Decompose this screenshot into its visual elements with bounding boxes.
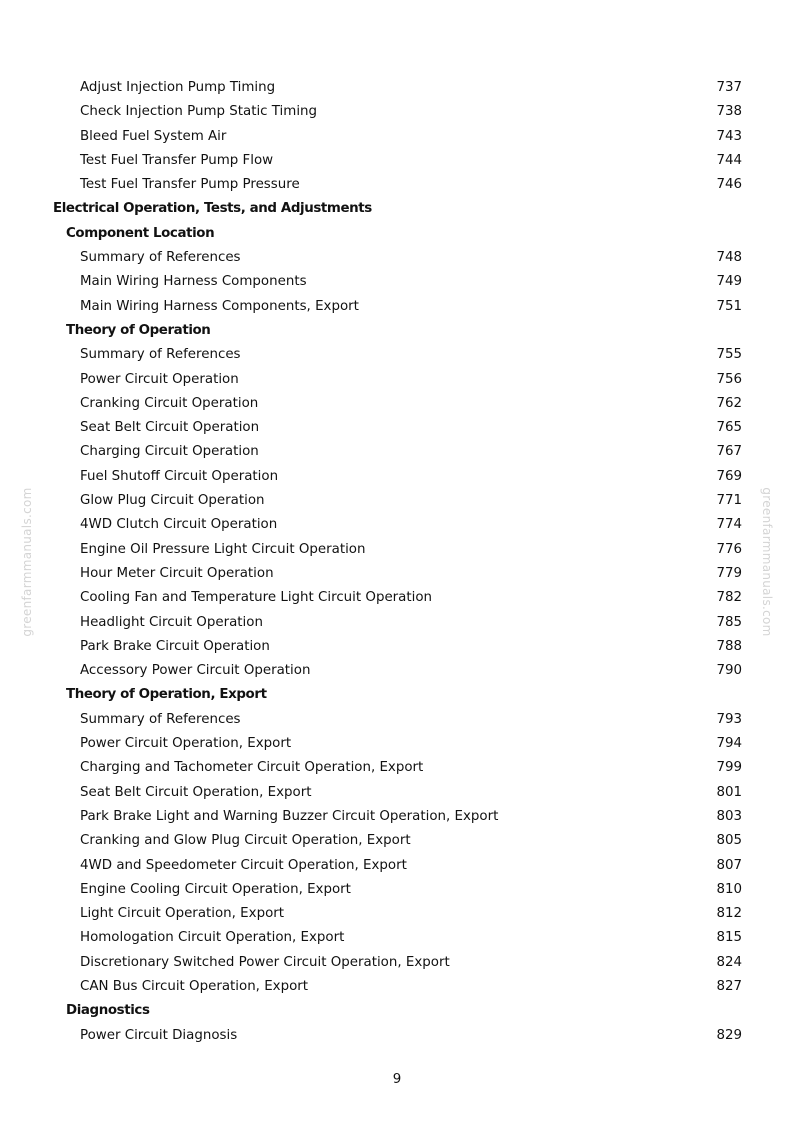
- toc-entry-page-number: 743: [716, 128, 742, 144]
- toc-entry[interactable]: [0, 368, 794, 392]
- toc-entry-page-number: 769: [716, 468, 742, 484]
- toc-entry-page-number: 744: [716, 152, 742, 168]
- toc-entry[interactable]: [0, 513, 794, 537]
- toc-entry-title: 4WD and Speedometer Circuit Operation, Export: [80, 857, 407, 873]
- toc-entry-page-number: 751: [716, 298, 742, 314]
- toc-entry-title: Accessory Power Circuit Operation: [80, 663, 311, 679]
- toc-entry[interactable]: [0, 975, 794, 999]
- toc-entry[interactable]: [0, 392, 794, 416]
- toc-entry-page-number: 829: [716, 1027, 742, 1043]
- toc-entry-title: Engine Cooling Circuit Operation, Export: [80, 881, 351, 897]
- toc-entry-page-number: 790: [716, 663, 742, 679]
- toc-entry-title: Electrical Operation, Tests, and Adjustments: [53, 201, 372, 217]
- toc-entry-page-number: 788: [716, 638, 742, 654]
- toc-entry-title: Light Circuit Operation, Export: [80, 906, 285, 922]
- toc-entry-title: Bleed Fuel System Air: [80, 128, 227, 144]
- toc-entry[interactable]: [0, 756, 794, 780]
- toc-entry-title: Adjust Injection Pump Timing: [80, 80, 276, 95]
- toc-entry[interactable]: [0, 635, 794, 659]
- toc-entry[interactable]: [0, 149, 794, 173]
- toc-entry[interactable]: [0, 416, 794, 440]
- toc-entry-title: CAN Bus Circuit Operation, Export: [80, 978, 309, 994]
- toc-entry-page-number: 812: [716, 906, 742, 922]
- toc-entry-title: Main Wiring Harness Components, Export: [80, 298, 359, 314]
- toc-entry-title: Summary of References: [80, 347, 241, 363]
- toc-entry-title: Power Circuit Operation: [80, 371, 239, 387]
- toc-entry[interactable]: [0, 562, 794, 586]
- toc-section-heading[interactable]: [0, 999, 794, 1023]
- toc-entry-page-number: 807: [716, 857, 742, 873]
- toc-entry-page-number: 749: [716, 274, 742, 290]
- toc-entry[interactable]: [0, 878, 794, 902]
- toc-entry-title: Park Brake Circuit Operation: [80, 638, 270, 654]
- toc-entry[interactable]: [0, 125, 794, 149]
- toc-section-heading[interactable]: [0, 319, 794, 343]
- toc-entry-page-number: 810: [716, 881, 742, 897]
- toc-entry[interactable]: [0, 295, 794, 319]
- toc-entry-page-number: 815: [716, 930, 742, 946]
- watermark-right: greenfarmmanuals.com: [760, 487, 774, 637]
- toc-entry-page-number: 737: [716, 80, 742, 95]
- toc-entry[interactable]: [0, 173, 794, 197]
- toc-entry-title: Test Fuel Transfer Pump Flow: [80, 152, 274, 168]
- toc-section-heading[interactable]: [0, 197, 794, 221]
- toc-entry-title: Engine Oil Pressure Light Circuit Operation: [80, 541, 366, 557]
- toc-entry[interactable]: [0, 270, 794, 294]
- toc-entry-title: Theory of Operation, Export: [66, 687, 267, 703]
- toc-entry[interactable]: [0, 902, 794, 926]
- toc-entry-page-number: 803: [716, 808, 742, 824]
- toc-entry-page-number: 765: [716, 420, 742, 436]
- toc-entry[interactable]: [0, 343, 794, 367]
- toc-entry-page-number: 771: [716, 493, 742, 509]
- toc-entry[interactable]: [0, 1024, 794, 1048]
- toc-entry[interactable]: [0, 538, 794, 562]
- toc-entry-page-number: 827: [716, 978, 742, 994]
- watermark-left: greenfarmmanuals.com: [20, 487, 34, 637]
- toc-entry-page-number: 776: [716, 541, 742, 557]
- toc-entry[interactable]: [0, 611, 794, 635]
- toc-entry-title: 4WD Clutch Circuit Operation: [80, 517, 278, 533]
- toc-entry-page-number: 762: [716, 395, 742, 411]
- toc-entry[interactable]: [0, 659, 794, 683]
- toc-entry[interactable]: [0, 489, 794, 513]
- toc-entry-page-number: 755: [716, 347, 742, 363]
- toc-entry-page-number: 779: [716, 565, 742, 581]
- toc-entry-title: Component Location: [66, 225, 215, 241]
- toc-entry-title: Main Wiring Harness Components: [80, 274, 307, 290]
- toc-entry-page-number: 782: [716, 590, 742, 606]
- toc-entry-title: Check Injection Pump Static Timing: [80, 104, 318, 120]
- toc-entry-page-number: 793: [716, 711, 742, 727]
- toc-entry[interactable]: [0, 805, 794, 829]
- toc-entry-title: Theory of Operation: [66, 322, 211, 338]
- toc-entry-title: Cranking Circuit Operation: [80, 395, 259, 411]
- toc-entry-title: Power Circuit Diagnosis: [80, 1027, 238, 1043]
- toc-entry-page-number: 746: [716, 177, 742, 193]
- toc-section-heading[interactable]: [0, 222, 794, 246]
- toc-entry-title: Headlight Circuit Operation: [80, 614, 263, 630]
- toc-entry-title: Summary of References: [80, 250, 241, 266]
- toc-entry-title: Cranking and Glow Plug Circuit Operation, Export: [80, 833, 411, 849]
- toc-entry-page-number: 767: [716, 444, 742, 460]
- toc-entry-title: Hour Meter Circuit Operation: [80, 565, 274, 581]
- toc-entry-title: Glow Plug Circuit Operation: [80, 493, 265, 509]
- toc-entry-title: Discretionary Switched Power Circuit Operation, Export: [80, 954, 450, 970]
- toc-entry-title: Seat Belt Circuit Operation: [80, 420, 260, 436]
- toc-entry-title: Park Brake Light and Warning Buzzer Circuit Operation, Export: [80, 808, 499, 824]
- toc-entry-title: Test Fuel Transfer Pump Pressure: [80, 177, 300, 193]
- toc-entry-page-number: 785: [716, 614, 742, 630]
- toc-entry-title: Charging and Tachometer Circuit Operation, Export: [80, 760, 424, 776]
- toc-entry[interactable]: [0, 781, 794, 805]
- toc-entry-title: Power Circuit Operation, Export: [80, 736, 292, 752]
- toc-entry-page-number: 794: [716, 736, 742, 752]
- toc-entry-title: Homologation Circuit Operation, Export: [80, 930, 345, 946]
- toc-entry[interactable]: [0, 951, 794, 975]
- toc-entry-title: Summary of References: [80, 711, 241, 727]
- toc-entry-page-number: 756: [716, 371, 742, 387]
- toc-entry-page-number: 805: [716, 833, 742, 849]
- toc-entry-title: Charging Circuit Operation: [80, 444, 259, 460]
- toc-entry[interactable]: [0, 246, 794, 270]
- page-number: 9: [392, 1072, 402, 1087]
- toc-entry-page-number: 799: [716, 760, 742, 776]
- toc-section-heading[interactable]: [0, 683, 794, 707]
- toc-entry[interactable]: [0, 732, 794, 756]
- toc-entry[interactable]: [0, 76, 794, 100]
- toc-entry-page-number: 801: [716, 784, 742, 800]
- toc-entry-page-number: 824: [716, 954, 742, 970]
- toc-entry-title: Seat Belt Circuit Operation, Export: [80, 784, 312, 800]
- toc-entry-title: Diagnostics: [66, 1003, 150, 1019]
- toc-entry[interactable]: [0, 100, 794, 124]
- toc-entry[interactable]: [0, 926, 794, 950]
- toc-entry-page-number: 748: [716, 250, 742, 266]
- table-of-contents: [0, 76, 794, 1048]
- toc-entry-page-number: 774: [716, 517, 742, 533]
- toc-entry[interactable]: [0, 586, 794, 610]
- toc-entry[interactable]: [0, 465, 794, 489]
- toc-entry-title: Fuel Shutoff Circuit Operation: [80, 468, 279, 484]
- toc-entry[interactable]: [0, 708, 794, 732]
- toc-entry-title: Cooling Fan and Temperature Light Circuit Operation: [80, 590, 433, 606]
- toc-entry[interactable]: [0, 854, 794, 878]
- toc-entry-page-number: 738: [716, 104, 742, 120]
- toc-entry[interactable]: [0, 440, 794, 464]
- toc-entry[interactable]: [0, 829, 794, 853]
